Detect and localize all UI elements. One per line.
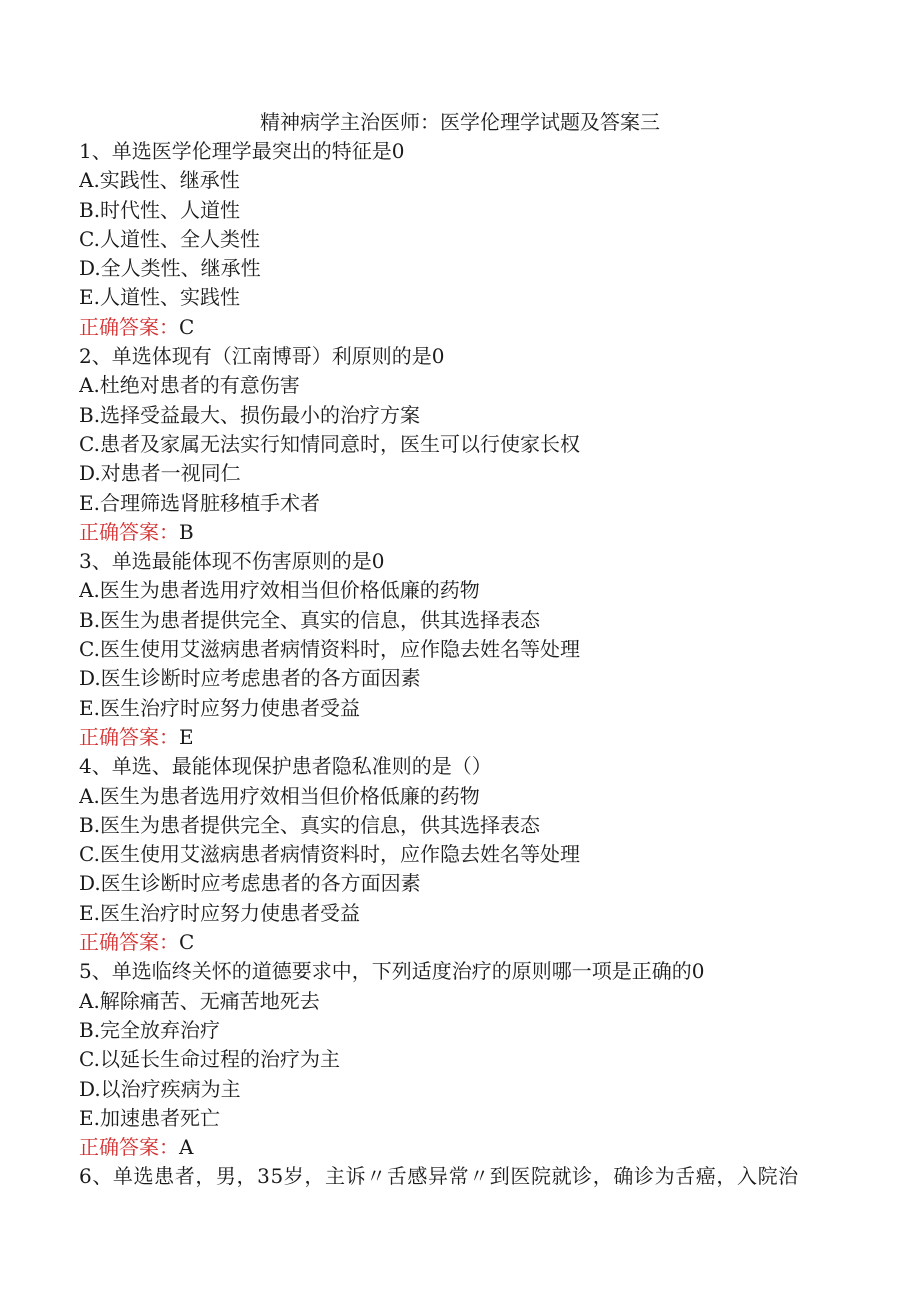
option-c: C.医生使用艾滋病患者病情资料时，应作隐去姓名等处理 <box>79 637 580 662</box>
question-stem: 5、单选临终关怀的道德要求中，下列适度治疗的原则哪一项是正确的0 <box>79 959 705 984</box>
option-e: E.医生治疗时应努力使患者受益 <box>79 900 360 925</box>
option-e: E.合理筛选肾脏移植手术者 <box>79 490 320 515</box>
option-b: B.完全放弃治疗 <box>79 1017 221 1042</box>
answer-label: 正确答案： <box>79 724 179 749</box>
answer-line <box>79 1133 840 1162</box>
question-2 <box>79 342 840 547</box>
answer-value: C <box>179 930 195 955</box>
answer-value: A <box>179 1135 194 1160</box>
option-e: E.医生治疗时应努力使患者受益 <box>79 695 360 720</box>
option-a: A.医生为患者选用疗效相当但价格低廉的药物 <box>79 783 480 808</box>
option-b: B.时代性、人道性 <box>79 197 241 222</box>
document-title: 精神病学主治医师：医学伦理学试题及答案三 <box>260 110 660 134</box>
option-a: A.杜绝对患者的有意伤害 <box>79 373 300 398</box>
question-stem: 4、单选、最能体现保护患者隐私准则的是（） <box>79 754 492 779</box>
option-a: A.解除痛苦、无痛苦地死去 <box>79 988 320 1013</box>
question-3 <box>79 547 840 752</box>
option-d: D.对患者一视同仁 <box>79 461 241 486</box>
option-c: C.人道性、全人类性 <box>79 226 260 251</box>
option-c: C.患者及家属无法实行知情同意时，医生可以行使家长权 <box>79 431 580 456</box>
option-a: A.医生为患者选用疗效相当但价格低廉的药物 <box>79 578 480 603</box>
question-list <box>0 137 920 1192</box>
question-1 <box>79 137 840 342</box>
answer-value: C <box>179 314 195 339</box>
option-c: C.以延长生命过程的治疗为主 <box>79 1047 340 1072</box>
option-d: D.医生诊断时应考虑患者的各方面因素 <box>79 666 421 691</box>
answer-line <box>79 518 840 547</box>
option-e: E.加速患者死亡 <box>79 1105 220 1130</box>
answer-label: 正确答案： <box>79 519 179 544</box>
question-4 <box>79 752 840 957</box>
option-a: A.实践性、继承性 <box>79 168 240 193</box>
option-d: D.医生诊断时应考虑患者的各方面因素 <box>79 871 421 896</box>
answer-value: B <box>179 519 194 544</box>
option-d: D.全人类性、继承性 <box>79 256 261 281</box>
answer-label: 正确答案： <box>79 930 179 955</box>
option-b: B.选择受益最大、损伤最小的治疗方案 <box>79 402 421 427</box>
question-stem: 3、单选最能体现不伤害原则的是0 <box>79 549 385 574</box>
answer-line <box>79 723 840 752</box>
question-5 <box>79 957 840 1162</box>
question-stem: 6、单选患者，男，35岁，主诉〃舌感异常〃到医院就诊，确诊为舌癌，入院治 <box>79 1164 799 1189</box>
option-b: B.医生为患者提供完全、真实的信息，供其选择表态 <box>79 607 541 632</box>
answer-line <box>79 313 840 342</box>
question-stem: 2、单选体现有（江南博哥）利原则的是0 <box>79 344 445 369</box>
answer-label: 正确答案： <box>79 1135 179 1160</box>
option-d: D.以治疗疾病为主 <box>79 1076 241 1101</box>
option-b: B.医生为患者提供完全、真实的信息，供其选择表态 <box>79 812 541 837</box>
answer-line <box>79 928 840 957</box>
question-6 <box>79 1162 840 1191</box>
option-e: E.人道性、实践性 <box>79 285 240 310</box>
answer-label: 正确答案： <box>79 314 179 339</box>
answer-value: E <box>179 724 194 749</box>
option-c: C.医生使用艾滋病患者病情资料时，应作隐去姓名等处理 <box>79 842 580 867</box>
question-stem: 1、单选医学伦理学最突出的特征是0 <box>79 139 405 163</box>
